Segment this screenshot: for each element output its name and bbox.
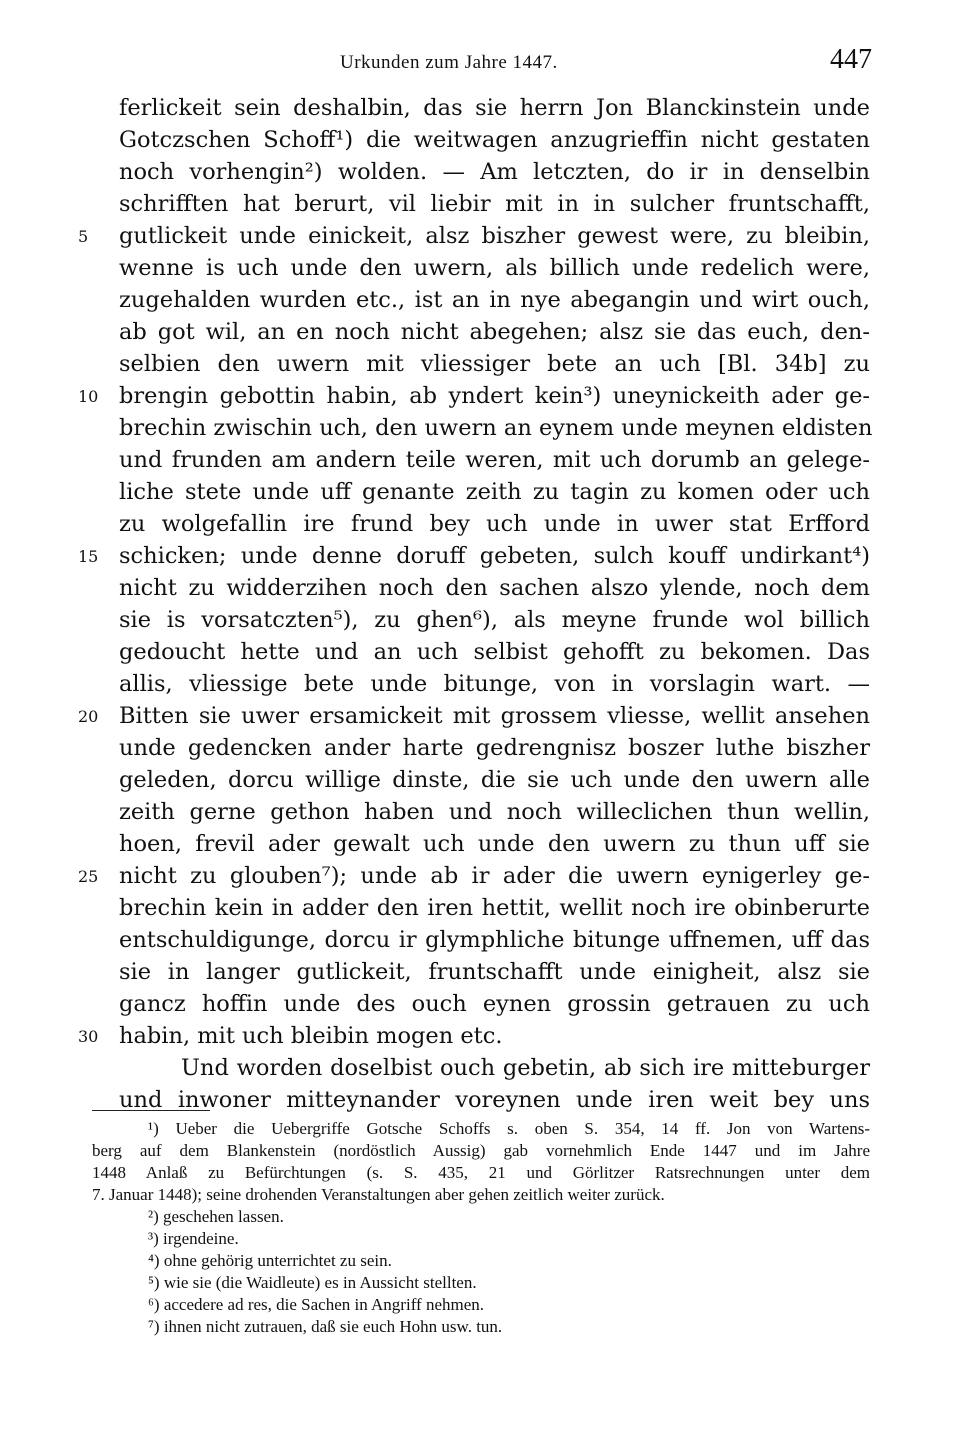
text-line: ab got wil, an en noch nicht abegehen; alsz sie das euch, den- bbox=[119, 319, 870, 345]
line-number: 10 bbox=[78, 387, 99, 406]
text-line: noch vorhengin²) wolden. — Am letczten, do ir in denselbin bbox=[119, 159, 870, 185]
line-number: 25 bbox=[78, 867, 99, 886]
text-line: und inwoner mitteynander voreynen unde iren weit bey uns bbox=[119, 1087, 870, 1113]
page-header bbox=[0, 44, 960, 84]
text-line: schicken; unde denne doruff gebeten, sulch kouff undirkant⁴) bbox=[119, 543, 870, 569]
text-line: zeith gerne gethon haben und noch willeclichen thun wellin, bbox=[119, 799, 870, 825]
footnote-line: ²) geschehen lassen. bbox=[148, 1207, 284, 1226]
text-line: entschuldigunge, dorcu ir glymphliche bitunge uffnemen, uff das bbox=[119, 927, 870, 953]
text-line: nicht zu glouben⁷); unde ab ir ader die uwern eynigerley ge- bbox=[119, 863, 870, 889]
text-line: zu wolgefallin ire frund bey uch unde in uwer stat Erfford bbox=[119, 511, 870, 537]
text-line: und frunden am andern teile weren, mit uch dorumb an gelege- bbox=[119, 447, 870, 473]
text-line: sie is vorsatczten⁵), zu ghen⁶), als meyne frunde wol billich bbox=[119, 607, 870, 633]
text-line: sie in langer gutlickeit, fruntschafft unde einigheit, alsz sie bbox=[119, 959, 870, 985]
text-line: habin, mit uch bleibin mogen etc. bbox=[119, 1023, 503, 1049]
footnote-line: ⁷) ihnen nicht zutrauen, daß sie euch Hohn usw. tun. bbox=[148, 1317, 503, 1336]
text-line: allis, vliessige bete unde bitunge, von in vorslagin wart. — bbox=[119, 671, 870, 697]
text-line: liche stete unde uff genante zeith zu tagin zu komen oder uch bbox=[119, 479, 870, 505]
footnote-line: ⁵) wie sie (die Waidleute) es in Aussicht stellten. bbox=[148, 1273, 477, 1292]
line-number: 20 bbox=[78, 707, 99, 726]
text-line: unde gedencken ander harte gedrengnisz boszer luthe biszher bbox=[119, 735, 870, 761]
text-line: gancz hoffin unde des ouch eynen grossin getrauen zu uch bbox=[119, 991, 870, 1017]
footnote-line: ⁶) accedere ad res, die Sachen in Angriff nehmen. bbox=[148, 1295, 485, 1314]
text-line: gedoucht hette und an uch selbist gehofft zu bekomen. Das bbox=[119, 639, 870, 665]
text-line: ferlickeit sein deshalbin, das sie herrn Jon Blanckinstein unde bbox=[119, 95, 870, 121]
footnote-line: berg auf dem Blankenstein (nordöstlich Aussig) gab vornehmlich Ende 1447 und im Jahre bbox=[92, 1141, 870, 1160]
text-line: brengin gebottin habin, ab yndert kein³) uneynickeith ader ge- bbox=[119, 383, 870, 409]
text-line: wenne is uch unde den uwern, als billich unde redelich were, bbox=[119, 255, 870, 281]
text-line: zugehalden wurden etc., ist an in nye abegangin und wirt ouch, bbox=[119, 287, 870, 313]
footnote-divider bbox=[92, 1110, 210, 1111]
page-number: 447 bbox=[830, 44, 872, 75]
line-number: 30 bbox=[78, 1027, 99, 1046]
footnote-line: 1448 Anlaß zu Befürchtungen (s. S. 435, 21 und Görlitzer Ratsrechnungen unter dem bbox=[92, 1163, 870, 1182]
footnote-line: ³) irgendeine. bbox=[148, 1229, 239, 1248]
text-line: Gotczschen Schoff¹) die weitwagen anzugrieffin nicht gestaten bbox=[119, 127, 870, 153]
text-line: gutlickeit unde einickeit, alsz biszher gewest were, zu bleibin, bbox=[119, 223, 870, 249]
footnote-line: ¹) Ueber die Uebergriffe Gotsche Schoffs s. oben S. 354, 14 ff. Jon von Wartens- bbox=[148, 1119, 870, 1138]
line-number: 5 bbox=[78, 227, 89, 246]
text-line: nicht zu widderzihen noch den sachen alszo ylende, noch dem bbox=[119, 575, 870, 601]
text-line: Und worden doselbist ouch gebetin, ab sich ire mitteburger bbox=[181, 1055, 870, 1081]
footnote-line: 7. Januar 1448); seine drohenden Veranstaltungen aber gehen zeitlich weiter zurück. bbox=[92, 1185, 665, 1204]
line-number: 15 bbox=[78, 547, 99, 566]
text-line: selbien den uwern mit vliessiger bete an uch [Bl. 34b] zu bbox=[119, 351, 870, 377]
text-line: geleden, dorcu willige dinste, die sie uch unde den uwern alle bbox=[119, 767, 870, 793]
text-line: brechin kein in adder den iren hettit, wellit noch ire obinberurte bbox=[119, 895, 870, 921]
running-head: Urkunden zum Jahre 1447. bbox=[340, 52, 558, 73]
text-line: brechin zwischin uch, den uwern an eynem unde meynen eldisten bbox=[119, 415, 873, 441]
text-line: schrifften hat berurt, vil liebir mit in in sulcher fruntschafft, bbox=[119, 191, 870, 217]
footnote-line: ⁴) ohne gehörig unterrichtet zu sein. bbox=[148, 1251, 392, 1270]
text-line: hoen, frevil ader gewalt uch unde den uwern zu thun uff sie bbox=[119, 831, 870, 857]
text-line: Bitten sie uwer ersamickeit mit grossem vliesse, wellit ansehen bbox=[119, 703, 870, 729]
